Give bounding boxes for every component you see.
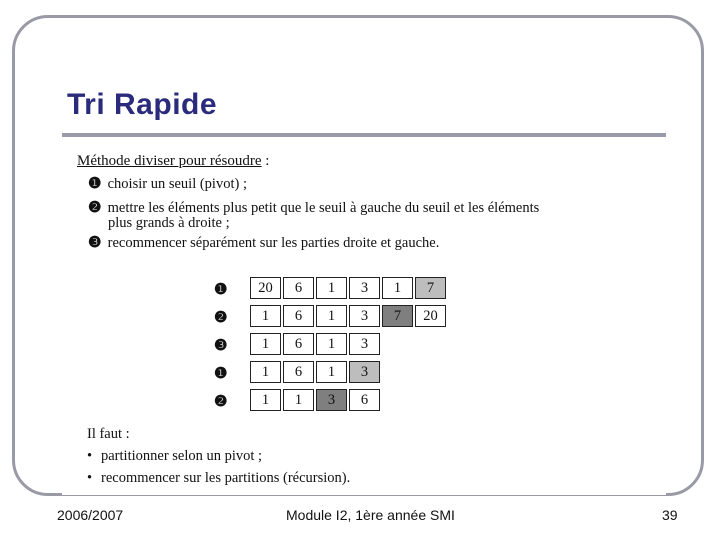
- step-text-1: choisir un seuil (pivot) ;: [107, 176, 247, 192]
- footer-module: Module I2, 1ère année SMI: [286, 507, 455, 523]
- footer-date: 2006/2007: [57, 507, 124, 523]
- table-cell: 1: [250, 333, 281, 355]
- table-cell: 3: [349, 305, 380, 327]
- table-row: [250, 277, 448, 299]
- table-row-label-icon: ❷: [214, 310, 228, 326]
- footer-page-number: 39: [662, 507, 678, 523]
- table-cell: 6: [283, 277, 314, 299]
- bullet-icon: •: [87, 470, 93, 486]
- slide-title: Tri Rapide: [67, 88, 218, 121]
- table-cell: 3: [349, 277, 380, 299]
- table-cell: 20: [250, 277, 281, 299]
- footer-bullet-item: [87, 448, 262, 465]
- step-text-3: recommencer séparément sur les parties droite et gauche.: [107, 235, 440, 251]
- step-item-2: [88, 201, 539, 231]
- table-row: [250, 361, 382, 383]
- table-cell: 1: [250, 305, 281, 327]
- table-row-label-icon: ❶: [214, 366, 228, 382]
- table-cell: 7: [415, 277, 446, 299]
- scanned-content: [62, 137, 666, 495]
- table-cell: 1: [283, 389, 314, 411]
- footer-bullet-text: recommencer sur les partitions (récursion).: [101, 470, 351, 486]
- step-marker-2-icon: ❷: [88, 200, 102, 216]
- table-cell: 1: [250, 361, 281, 383]
- method-heading: [77, 153, 269, 170]
- table-cell: 20: [415, 305, 446, 327]
- table-cell: 6: [283, 361, 314, 383]
- table-cell: 6: [283, 305, 314, 327]
- footer-bullet-text: partitionner selon un pivot ;: [101, 448, 263, 464]
- table-cell: 1: [316, 305, 347, 327]
- bullet-icon: •: [87, 448, 93, 464]
- footer-bullet-item: [87, 470, 350, 487]
- step-text-2-continuation: plus grands à droite ;: [108, 215, 230, 231]
- table-cell: 3: [316, 389, 347, 411]
- table-row: [250, 305, 448, 327]
- table-cell: 1: [250, 389, 281, 411]
- table-row: [250, 389, 382, 411]
- table-cell: 1: [316, 361, 347, 383]
- step-text-2: mettre les éléments plus petit que le seuil à gauche du seuil et les éléments: [107, 200, 540, 216]
- table-cell: 1: [382, 277, 413, 299]
- table-row: [250, 333, 382, 355]
- table-cell: 6: [283, 333, 314, 355]
- table-cell: 3: [349, 361, 380, 383]
- table-cell: 1: [316, 277, 347, 299]
- step-marker-1-icon: ❶: [88, 176, 102, 192]
- method-heading-colon: :: [261, 153, 270, 169]
- table-row-label-icon: ❸: [214, 338, 228, 354]
- table-cell: 3: [349, 333, 380, 355]
- step-item-1: [88, 177, 247, 192]
- table-cell: 7: [382, 305, 413, 327]
- step-item-3: [88, 236, 439, 251]
- table-row-label-icon: ❶: [214, 282, 228, 298]
- table-cell: 1: [316, 333, 347, 355]
- footer-heading: Il faut :: [87, 426, 130, 442]
- table-cell: 6: [349, 389, 380, 411]
- table-row-label-icon: ❷: [214, 394, 228, 410]
- step-marker-3-icon: ❸: [88, 235, 102, 251]
- method-heading-text: Méthode diviser pour résoudre: [77, 153, 262, 169]
